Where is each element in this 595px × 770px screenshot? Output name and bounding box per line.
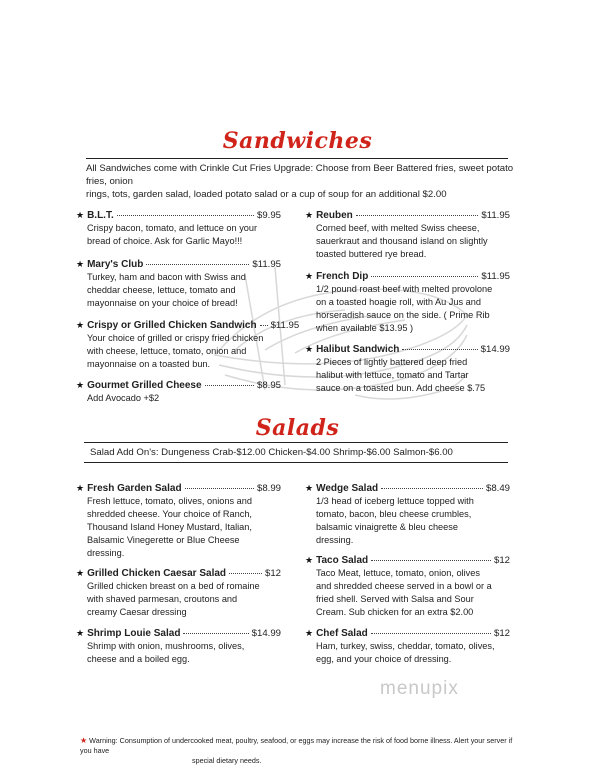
item-price: $11.95 (481, 271, 510, 282)
warning-line-2: special dietary needs. (192, 756, 262, 765)
desc-line: sauerkraut and thousand island on slightly (316, 236, 488, 246)
item-price: $8.49 (485, 483, 510, 494)
leader-dots (229, 573, 262, 574)
leader-dots (260, 325, 268, 326)
desc-line: 2 Pieces of lightly battered deep fried (316, 357, 468, 367)
item-description (76, 495, 281, 560)
desc-line: balsamic vinaigrette & bleu cheese (316, 522, 458, 532)
desc-line: Add Avocado +$2 (87, 393, 160, 403)
item-description (305, 567, 510, 619)
desc-line: Thousand Island Honey Mustard, Italian, (87, 522, 252, 532)
menu-item-wedge-salad (305, 482, 510, 547)
item-description (76, 332, 281, 371)
desc-line: Crispy bacon, tomato, and lettuce on your (87, 223, 258, 233)
star-icon: ★ (76, 628, 85, 638)
desc-line: Turkey, ham and bacon with Swiss and (87, 272, 246, 282)
leader-dots (117, 215, 254, 216)
item-name: Grilled Chicken Caesar Salad (87, 568, 227, 579)
leader-dots (381, 488, 483, 489)
desc-line: Grilled chicken breast on a bed of romaine (87, 581, 260, 591)
desc-line: cheese and a boiled egg. (87, 654, 190, 664)
item-description (305, 356, 510, 395)
item-name: Shrimp Louie Salad (87, 628, 181, 639)
desc-line: and shredded cheese served in a bowl or a (316, 581, 492, 591)
desc-line: toasted buttered rye bread. (316, 249, 427, 259)
desc-line: Shrimp with onion, mushrooms, olives, (87, 641, 245, 651)
item-description (76, 271, 281, 310)
menu-item-reuben (305, 209, 510, 261)
item-name: Reuben (316, 210, 353, 221)
item-description (76, 222, 281, 248)
leader-dots (146, 264, 249, 265)
intro-line-1: All Sandwiches come with Crinkle Cut Fries Upgrade: Choose from Beer Battered fries, sweet potato fries, onion (86, 163, 514, 187)
menu-item-chef-salad (305, 627, 510, 666)
leader-dots (183, 633, 248, 634)
item-price: $11.95 (481, 210, 510, 221)
item-name: Mary's Club (87, 259, 144, 270)
item-name: Taco Salad (316, 555, 369, 566)
desc-line: dressing. (316, 535, 354, 545)
item-name: Gourmet Grilled Cheese (87, 380, 202, 391)
warning-text-1: Warning: Consumption of undercooked meat, poultry, seafood, or eggs may increase the risk of food borne illness. Alert your server if you have (80, 736, 513, 755)
desc-line: with cheese, lettuce, tomato, onion and (87, 346, 247, 356)
item-description (305, 222, 510, 261)
desc-line: sauce on a toasted bun. Add cheese $.75 (316, 383, 486, 393)
warning-line-1 (80, 736, 520, 756)
menu-item-chicken-sandwich (76, 319, 300, 371)
menu-item-french-dip (305, 270, 510, 335)
menu-item-marys-club (76, 258, 281, 310)
sandwiches-title: Sandwiches (222, 128, 373, 154)
desc-line: creamy Caesar dressing (87, 607, 187, 617)
star-icon: ★ (76, 320, 85, 330)
desc-line: Cream. Sub chicken for an extra $2.00 (316, 607, 474, 617)
desc-line: tomato, bacon, bleu cheese crumbles, (316, 509, 472, 519)
item-name: B.L.T. (87, 210, 114, 221)
intro-line-2: rings, tots, garden salad, loaded potato salad or a cup of soup for an additional $2.00 (86, 189, 447, 200)
item-name: Halibut Sandwich (316, 344, 400, 355)
star-icon: ★ (76, 210, 85, 220)
desc-line: Corned beef, with melted Swiss cheese, (316, 223, 480, 233)
desc-line: cheddar cheese, lettuce, tomato and (87, 285, 236, 295)
leader-dots (402, 349, 477, 350)
item-description (76, 640, 281, 666)
salads-addons: Salad Add On's: Dungeness Crab-$12.00 Chicken-$4.00 Shrimp-$6.00 Salmon-$6.00 (90, 447, 453, 458)
food-warning (80, 736, 520, 766)
salads-rule-top (84, 442, 508, 443)
desc-line: mayonnaise on your choice of bread! (87, 298, 238, 308)
menupix-watermark: menupix (380, 678, 459, 699)
menu-item-grilled-cheese (76, 379, 281, 405)
item-price: $12 (264, 568, 281, 579)
desc-line: Balsamic Vinegerette or Blue Cheese (87, 535, 240, 545)
leader-dots (356, 215, 479, 216)
desc-line: with shaved parmesan, croutons and (87, 594, 238, 604)
item-name: Crispy or Grilled Chicken Sandwich (87, 320, 257, 331)
leader-dots (185, 488, 254, 489)
item-price: $12 (493, 628, 510, 639)
desc-line: when available $13.95 ) (316, 323, 414, 333)
desc-line: fried shell. Served with Salsa and Sour (316, 594, 474, 604)
star-icon: ★ (305, 344, 314, 354)
desc-line: on a toasted hoagie roll, with Au Jus and (316, 297, 481, 307)
item-name: Fresh Garden Salad (87, 483, 182, 494)
desc-line: Fresh lettuce, tomato, olives, onions and (87, 496, 252, 506)
desc-line: 1/2 pound roast beef with melted provolone (316, 284, 493, 294)
item-description (305, 283, 510, 335)
desc-line: Ham, turkey, swiss, cheddar, tomato, olives, (316, 641, 495, 651)
item-price: $14.99 (480, 344, 510, 355)
star-icon: ★ (305, 628, 314, 638)
star-icon: ★ (76, 380, 85, 390)
desc-line: shredded cheese. Your choice of Ranch, (87, 509, 252, 519)
desc-line: halibut with lettuce, tomato and Tartar (316, 370, 469, 380)
item-price: $12 (493, 555, 510, 566)
item-description (305, 495, 510, 547)
menu-item-blt (76, 209, 281, 248)
leader-dots (371, 633, 491, 634)
menu-item-grilled-chicken-caesar-salad (76, 567, 281, 619)
star-icon: ★ (305, 210, 314, 220)
item-name: Wedge Salad (316, 483, 379, 494)
item-price: $11.95 (270, 320, 300, 331)
salads-title: Salads (255, 415, 340, 441)
item-price: $8.95 (256, 380, 281, 391)
salads-rule-bottom (84, 462, 508, 463)
desc-line: egg, and your choice of dressing. (316, 654, 452, 664)
star-icon: ★ (76, 568, 85, 578)
sandwiches-rule (86, 158, 508, 159)
item-name: Chef Salad (316, 628, 368, 639)
star-icon: ★ (76, 259, 85, 269)
desc-line: Taco Meat, lettuce, tomato, onion, olives (316, 568, 480, 578)
desc-line: mayonnaise on a toasted bun. (87, 359, 211, 369)
desc-line: bread of choice. Ask for Garlic Mayo!!! (87, 236, 243, 246)
star-icon: ★ (76, 483, 85, 493)
item-price: $11.95 (252, 259, 281, 270)
item-price: $9.95 (256, 210, 281, 221)
star-icon: ★ (305, 555, 314, 565)
menu-item-taco-salad (305, 554, 510, 619)
menu-item-shrimp-louie-salad (76, 627, 281, 666)
sandwiches-intro (86, 162, 526, 201)
item-name: French Dip (316, 271, 369, 282)
leader-dots (371, 560, 491, 561)
item-description (76, 580, 281, 619)
star-icon: ★ (305, 271, 314, 281)
menu-item-fresh-garden-salad (76, 482, 281, 560)
warning-star-icon: ★ (80, 736, 88, 745)
desc-line: Your choice of grilled or crispy fried chicken (87, 333, 264, 343)
desc-line: horseradish sauce on the side. ( Prime Rib (316, 310, 490, 320)
leader-dots (371, 276, 478, 277)
star-icon: ★ (305, 483, 314, 493)
leader-dots (205, 385, 254, 386)
item-description (76, 392, 281, 405)
menu-item-halibut-sandwich (305, 343, 510, 395)
item-price: $8.99 (256, 483, 281, 494)
desc-line: dressing. (87, 548, 125, 558)
desc-line: 1/3 head of iceberg lettuce topped with (316, 496, 474, 506)
item-description (305, 640, 510, 666)
item-price: $14.99 (251, 628, 281, 639)
